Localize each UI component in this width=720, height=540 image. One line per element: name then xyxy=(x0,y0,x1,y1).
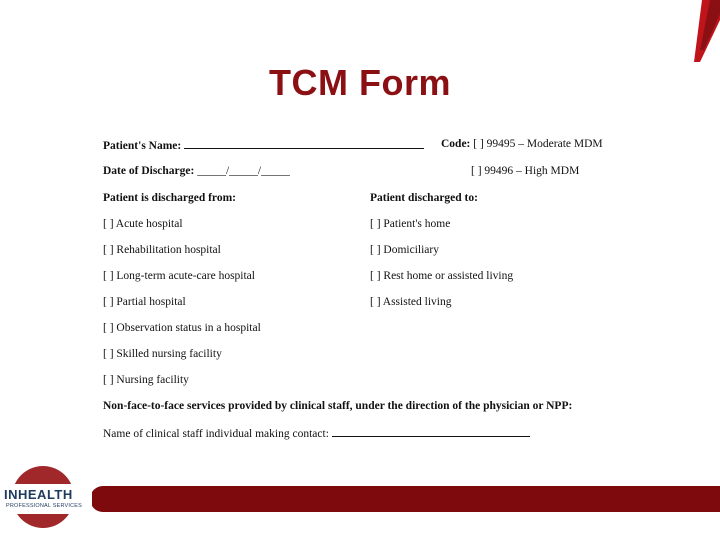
from-option-long-term-acute-care[interactable]: [ ] Long-term acute-care hospital xyxy=(103,270,255,282)
code-option-99495[interactable]: [ ] 99495 – Moderate MDM xyxy=(473,138,603,150)
discharge-date-row xyxy=(103,165,290,177)
to-option-assisted-living[interactable]: [ ] Assisted living xyxy=(370,296,452,308)
discharge-date-label: Date of Discharge: xyxy=(103,165,195,177)
footer-bar xyxy=(90,486,720,512)
discharged-to-heading: Patient discharged to: xyxy=(370,192,478,204)
to-option-domiciliary[interactable]: [ ] Domiciliary xyxy=(370,244,439,256)
from-option-skilled-nursing[interactable]: [ ] Skilled nursing facility xyxy=(103,348,222,360)
from-option-partial-hospital[interactable]: [ ] Partial hospital xyxy=(103,296,186,308)
page-title: TCM Form xyxy=(269,62,451,103)
logo-name: INHEALTH xyxy=(4,487,73,502)
corner-slash-decoration xyxy=(680,0,720,62)
from-option-rehabilitation-hospital[interactable]: [ ] Rehabilitation hospital xyxy=(103,244,221,256)
from-option-acute-hospital[interactable]: [ ] Acute hospital xyxy=(103,218,183,230)
to-option-patients-home[interactable]: [ ] Patient's home xyxy=(370,218,451,230)
code-row-2 xyxy=(471,165,579,177)
patient-name-field[interactable] xyxy=(184,138,424,149)
patient-name-row xyxy=(103,138,424,152)
discharged-from-heading: Patient is discharged from: xyxy=(103,192,236,204)
staff-name-row xyxy=(103,426,530,440)
logo-subtitle: PROFESSIONAL SERVICES xyxy=(6,503,83,509)
code-row-1 xyxy=(441,138,603,150)
to-option-rest-home[interactable]: [ ] Rest home or assisted living xyxy=(370,270,514,282)
services-heading: Non-face-to-face services provided by clinical staff, under the direction of the physician or NPP: xyxy=(103,400,573,412)
staff-name-field[interactable] xyxy=(332,426,530,437)
code-label: Code: xyxy=(441,138,471,150)
discharge-date-field[interactable]: _____/_____/_____ xyxy=(197,165,290,177)
from-option-observation-status[interactable]: [ ] Observation status in a hospital xyxy=(103,322,261,334)
patient-name-label: Patient's Name: xyxy=(103,140,182,152)
code-option-99496[interactable]: [ ] 99496 – High MDM xyxy=(471,165,580,177)
staff-name-label: Name of clinical staff individual making contact: xyxy=(103,428,329,440)
from-option-nursing-facility[interactable]: [ ] Nursing facility xyxy=(103,374,189,386)
